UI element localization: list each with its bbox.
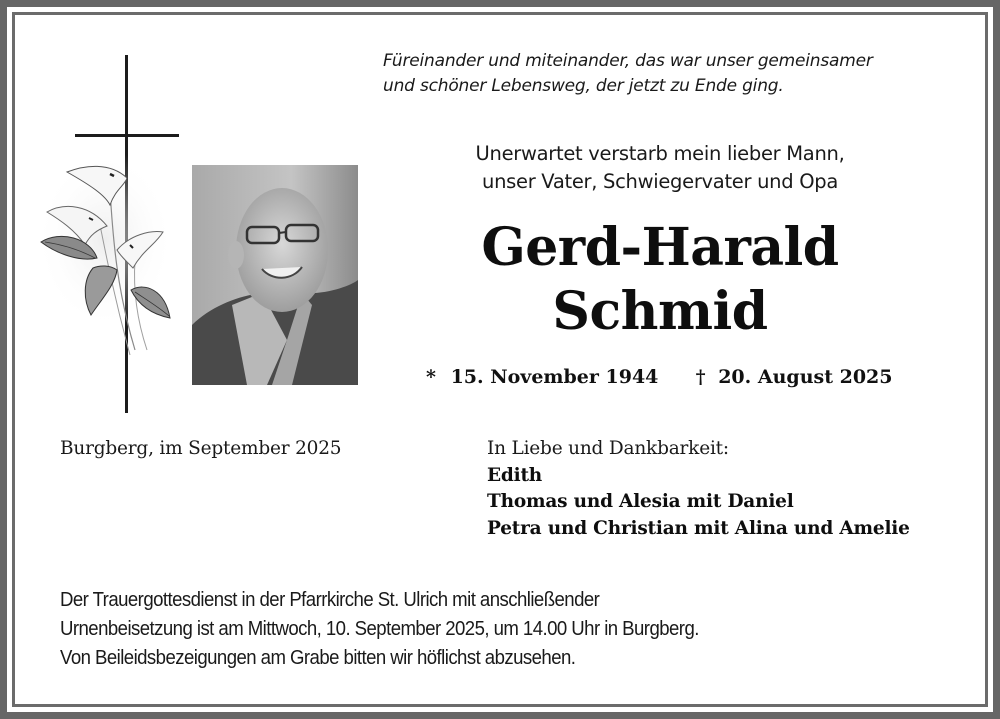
memorial-verse (383, 49, 873, 99)
mourner-name: Petra und Christian mit Alina und Amelie (487, 517, 910, 539)
deceased-last-name: Schmid (552, 281, 768, 342)
mourners-heading: In Liebe und Dankbarkeit: (487, 438, 729, 459)
verse-line: Füreinander und miteinander, das war unser gemeinsamer (383, 51, 873, 71)
cross-horizontal-bar (75, 134, 179, 137)
calla-lily-icon (35, 150, 185, 360)
deceased-name (430, 216, 890, 344)
service-line: Der Trauergottesdienst in der Pfarrkirche St. Ulrich mit anschließender (60, 589, 600, 611)
death-date: 20. August 2025 (718, 366, 893, 388)
birth-date: 15. November 1944 (450, 366, 659, 388)
portrait-photo (192, 165, 358, 385)
intro-line: unser Vater, Schwiegervater und Opa (482, 170, 838, 193)
verse-line: und schöner Lebensweg, der jetzt zu Ende ging. (383, 76, 784, 96)
place-and-date: Burgberg, im September 2025 (60, 438, 342, 459)
mourner-name: Edith (487, 464, 543, 486)
death-dagger-icon: † (695, 366, 706, 388)
birth-star-icon: * (426, 366, 436, 388)
deceased-first-name: Gerd-Harald (481, 217, 839, 278)
mourner-name: Thomas und Alesia mit Daniel (487, 491, 794, 512)
service-line: Von Beileidsbezeigungen am Grabe bitten wir höflichst abzusehen. (60, 647, 576, 669)
mourners-list (487, 436, 910, 542)
funeral-service-info (60, 586, 699, 673)
announcement-intro (430, 140, 890, 196)
intro-line: Unerwartet verstarb mein lieber Mann, (475, 142, 845, 165)
service-line: Urnenbeisetzung ist am Mittwoch, 10. September 2025, um 14.00 Uhr in Burgberg. (60, 618, 699, 640)
portrait-image (192, 165, 358, 385)
life-dates (426, 364, 893, 390)
